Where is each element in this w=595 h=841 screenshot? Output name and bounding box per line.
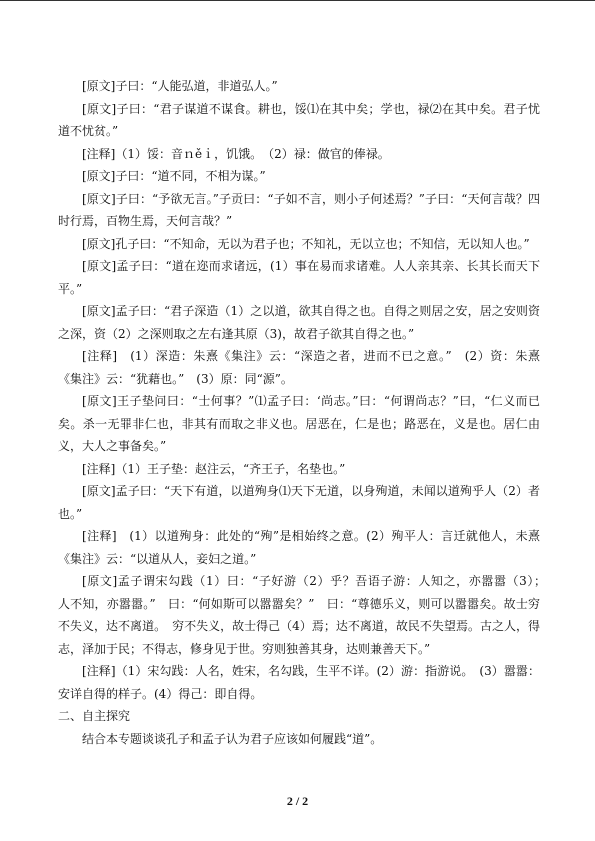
document-body: [58, 75, 553, 750]
page-number: 2 / 2: [286, 794, 309, 808]
paragraph: [注释]（1）馁：音ｎěｉ，饥饿。 （2）禄：做官的俸禄。: [82, 146, 390, 161]
paragraph: [注释]（1）王子垫：赵注云，“齐王子，名垫也。”: [82, 461, 346, 476]
paragraph: [原文]孟子曰：“君子深造（1）之以道，欲其自得之也。自得之则居之安，居之安则资之深，资（2）之深则取之左右逢其原（3)，故君子欲其自得之也。”: [58, 304, 540, 341]
paragraph: [原文]子曰：“道不同，不相为谋。”: [82, 169, 266, 183]
paragraph: [原文]子曰：“予欲无言。”子贡曰：“子如不言，则小子何述焉？”子曰：“天何言哉？四时行焉，百物生焉，天何言哉？”: [58, 191, 540, 228]
paragraph: [注释] (1）深造：朱熹《集注》云：“深造之者，进而不已之意。” (2）资：朱熹《集注》云：“犹藉也。” (3）原：同“源”。: [58, 349, 540, 386]
paragraph: 结合本专题谈谈孔子和孟子认为君子应该如何履践“道”。: [82, 731, 383, 746]
paragraph: [原文]孟子曰：“道在迩而求诸远，(1）事在易而求诸难。人人亲其亲、长其长而天下平。”: [58, 259, 540, 296]
paragraph: [注释] (1）以道殉身：此处的“殉”是相始终之意。(2）殉平人：言迁就他人，未熹《集注》云：“以道从人，妾妇之道。”: [58, 529, 540, 566]
paragraph: [原文]子曰：“君子谋道不谋食。耕也，馁⑴在其中矣；学也，禄⑵在其中矣。君子忧道不忧贫。”: [58, 101, 540, 138]
section-heading: 二、自主探究: [58, 709, 131, 723]
paragraph: [注释]（1）宋勾践：人名，姓宋，名勾践，生平不详。(2）游：指游说。 (3）嚣嚣：安详自得的样子。(4）得己：即自得。: [58, 664, 540, 701]
top-rule: [0, 0, 595, 1]
paragraph: [原文]孔子曰：“不知命，无以为君子也；不知礼，无以立也；不知信，无以知人也。”: [82, 236, 530, 251]
paragraph: [原文]孟子谓宋勾践（1）曰：“子好游（2）乎？吾语子游：人知之，亦嚣嚣（3）； 人不知，亦嚣嚣。” 曰：“何如斯可以嚣嚣矣？” 曰：“尊德乐义，则可以嚣嚣矣。故士穷不失义，达不离道。 穷不失义，故士得己（4）焉；达不离道，故民不失望焉。古之人，得志，泽加于民；不得志，修身见于世。穷则独善其身，达则兼善天下。”: [58, 574, 553, 656]
paragraph: [原文]子曰：“人能弘道，非道弘人。”: [82, 79, 278, 93]
paragraph: [原文]王子垫问曰：“士何事？”⑴孟子曰：‘尚志。”曰：“何谓尚志？”曰，“仁义而已矣。杀一无罪非仁也，非其有而取之非义也。居恶在，仁是也；路恶在，义是也。居仁由义，大人之事备矣。”: [58, 394, 540, 453]
paragraph: [原文]孟子曰：“天下有道，以道殉身⑴天下无道，以身殉道，未闻以道殉乎人（2）者也。”: [58, 484, 540, 521]
